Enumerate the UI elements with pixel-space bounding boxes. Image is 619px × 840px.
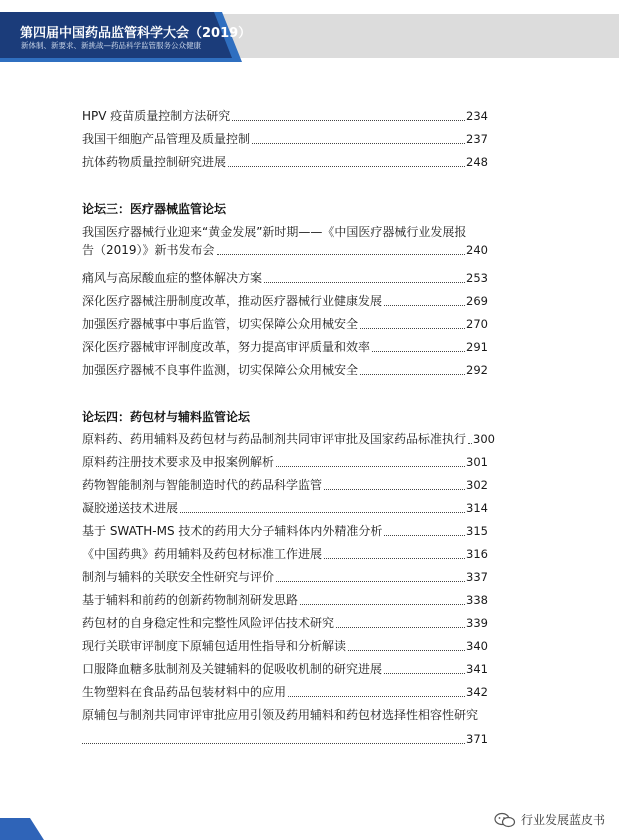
toc-entry-title: 原料药、药用辅料及药包材与药品制剂共同审评审批及国家药品标准执行 — [82, 432, 467, 446]
toc-entry-title: 药物智能制剂与智能制造时代的药品科学监管 — [82, 478, 323, 492]
leader-dots — [384, 304, 465, 306]
toc-entry[interactable] — [82, 707, 488, 747]
leader-dots — [384, 534, 465, 536]
toc-entry-page: 341 — [466, 662, 488, 676]
toc-entry-page: 300 — [473, 432, 495, 446]
toc-entry[interactable] — [82, 339, 488, 355]
conference-subtitle: 新体制、新要求、新挑战—药品科学监管服务公众健康 — [21, 41, 201, 50]
toc-entry-page: 301 — [466, 455, 488, 469]
toc-entry-title: 现行关联审评制度下原辅包适用性指导和分析解读 — [82, 639, 347, 653]
toc-entry-title: 凝胶递送技术进展 — [82, 501, 179, 515]
toc-entry-title: 基于辅料和前药的创新药物制剂研发思路 — [82, 593, 299, 607]
toc-entry[interactable] — [82, 316, 488, 332]
leader-dots — [360, 373, 465, 375]
toc-entry-page: 248 — [466, 155, 488, 169]
toc-entry-title: 原料药注册技术要求及申报案例解析 — [82, 455, 275, 469]
toc-entry-page: 337 — [466, 570, 488, 584]
toc-entry-page: 269 — [466, 294, 488, 308]
toc-entry-page: 291 — [466, 340, 488, 354]
leader-dots — [336, 626, 465, 628]
footer-decoration — [0, 812, 60, 840]
toc-entry[interactable] — [82, 477, 488, 493]
toc-entry[interactable] — [82, 684, 488, 700]
toc-entry-page: 315 — [466, 524, 488, 538]
toc-entry-page: 270 — [466, 317, 488, 331]
toc-entry-page: 316 — [466, 547, 488, 561]
leader-dots — [372, 350, 465, 352]
leader-dots — [232, 119, 465, 121]
toc-entry[interactable] — [82, 638, 488, 654]
toc-entry-page: 342 — [466, 685, 488, 699]
toc-entry-page: 338 — [466, 593, 488, 607]
toc-entry[interactable] — [82, 362, 488, 378]
toc-entry-page: 234 — [466, 109, 488, 123]
toc-entry-title: 基于 SWATH-MS 技术的药用大分子辅料体内外精准分析 — [82, 524, 383, 538]
toc-entry[interactable] — [82, 131, 488, 147]
toc-entry-page: 340 — [466, 639, 488, 653]
toc-entry-title-line1: 我国医疗器械行业迎来“黄金发展”新时期——《中国医疗器械行业发展报 — [82, 225, 467, 239]
toc-entry-title: 深化医疗器械审评制度改革，努力提高审评质量和效率 — [82, 340, 371, 354]
section-heading-forum4: 论坛四：药包材与辅料监管论坛 — [82, 410, 251, 424]
toc-entry-title: 加强医疗器械事中事后监管，切实保障公众用械安全 — [82, 317, 359, 331]
toc-entry-page: 371 — [466, 732, 488, 746]
toc-entry[interactable] — [82, 500, 488, 516]
leader-dots — [180, 511, 465, 513]
toc-entry[interactable] — [82, 592, 488, 608]
toc-entry[interactable] — [82, 454, 488, 470]
toc-entry[interactable] — [82, 546, 488, 562]
toc-entry-page: 339 — [466, 616, 488, 630]
toc-entry-title: HPV 疫苗质量控制方法研究 — [82, 109, 231, 123]
toc-entry-title: 抗体药物质量控制研究进展 — [82, 155, 227, 169]
toc-entry[interactable] — [82, 615, 488, 631]
wechat-watermark — [494, 811, 605, 828]
toc-entry[interactable] — [82, 569, 488, 585]
leader-dots — [468, 442, 472, 444]
toc-entry[interactable] — [82, 154, 488, 170]
toc-entry-title: 《中国药典》药用辅料及药包材标准工作进展 — [82, 547, 323, 561]
toc-entry[interactable] — [82, 270, 488, 286]
leader-dots — [384, 672, 465, 674]
toc-entry[interactable] — [82, 661, 488, 677]
toc-entry-title: 药包材的自身稳定性和完整性风险评估技术研究 — [82, 616, 335, 630]
toc-entry[interactable] — [82, 293, 488, 309]
conference-title: 第四届中国药品监管科学大会（2019） — [20, 26, 252, 41]
toc-entry-page: 237 — [466, 132, 488, 146]
leader-dots — [288, 695, 465, 697]
leader-dots — [360, 327, 465, 329]
toc-entry[interactable] — [82, 224, 488, 258]
leader-dots — [264, 281, 465, 283]
toc-entry-page: 292 — [466, 363, 488, 377]
toc-entry-title: 加强医疗器械不良事件监测，切实保障公众用械安全 — [82, 363, 359, 377]
leader-dots — [276, 465, 465, 467]
toc-entry-title-line1: 原辅包与制剂共同审评审批应用引领及药用辅料和药包材选择性相容性研究 — [82, 708, 479, 722]
toc-entry-page: 240 — [466, 243, 488, 257]
toc-entry-title: 痛风与高尿酸血症的整体解决方案 — [82, 271, 263, 285]
leader-dots — [217, 253, 466, 255]
toc-entry-page: 253 — [466, 271, 488, 285]
leader-dots — [252, 142, 465, 144]
leader-dots — [324, 557, 465, 559]
toc-entry-title: 我国干细胞产品管理及质量控制 — [82, 132, 251, 146]
leader-dots — [228, 165, 465, 167]
toc-entry-title-line2: 告（2019）》新书发布会 — [82, 243, 215, 257]
toc-entry[interactable] — [82, 523, 488, 539]
toc-entry-title: 深化医疗器械注册制度改革，推动医疗器械行业健康发展 — [82, 294, 383, 308]
watermark-text: 行业发展蓝皮书 — [520, 813, 605, 827]
toc-entry-title: 口服降血糖多肽制剂及关键辅料的促吸收机制的研究进展 — [82, 662, 383, 676]
leader-dots — [276, 580, 465, 582]
toc-entry[interactable] — [82, 108, 488, 124]
section-heading-forum3: 论坛三：医疗器械监管论坛 — [82, 202, 227, 216]
leader-dots — [324, 488, 465, 490]
leader-dots — [82, 742, 465, 744]
leader-dots — [300, 603, 465, 605]
toc-entry-page: 302 — [466, 478, 488, 492]
leader-dots — [348, 649, 465, 651]
toc-entry-title: 生物塑料在食品药品包装材料中的应用 — [82, 685, 287, 699]
toc-entry-page: 314 — [466, 501, 488, 515]
wechat-icon — [494, 812, 516, 828]
toc-entry-title: 制剂与辅料的关联安全性研究与评价 — [82, 570, 275, 584]
toc-entry[interactable] — [82, 431, 495, 447]
